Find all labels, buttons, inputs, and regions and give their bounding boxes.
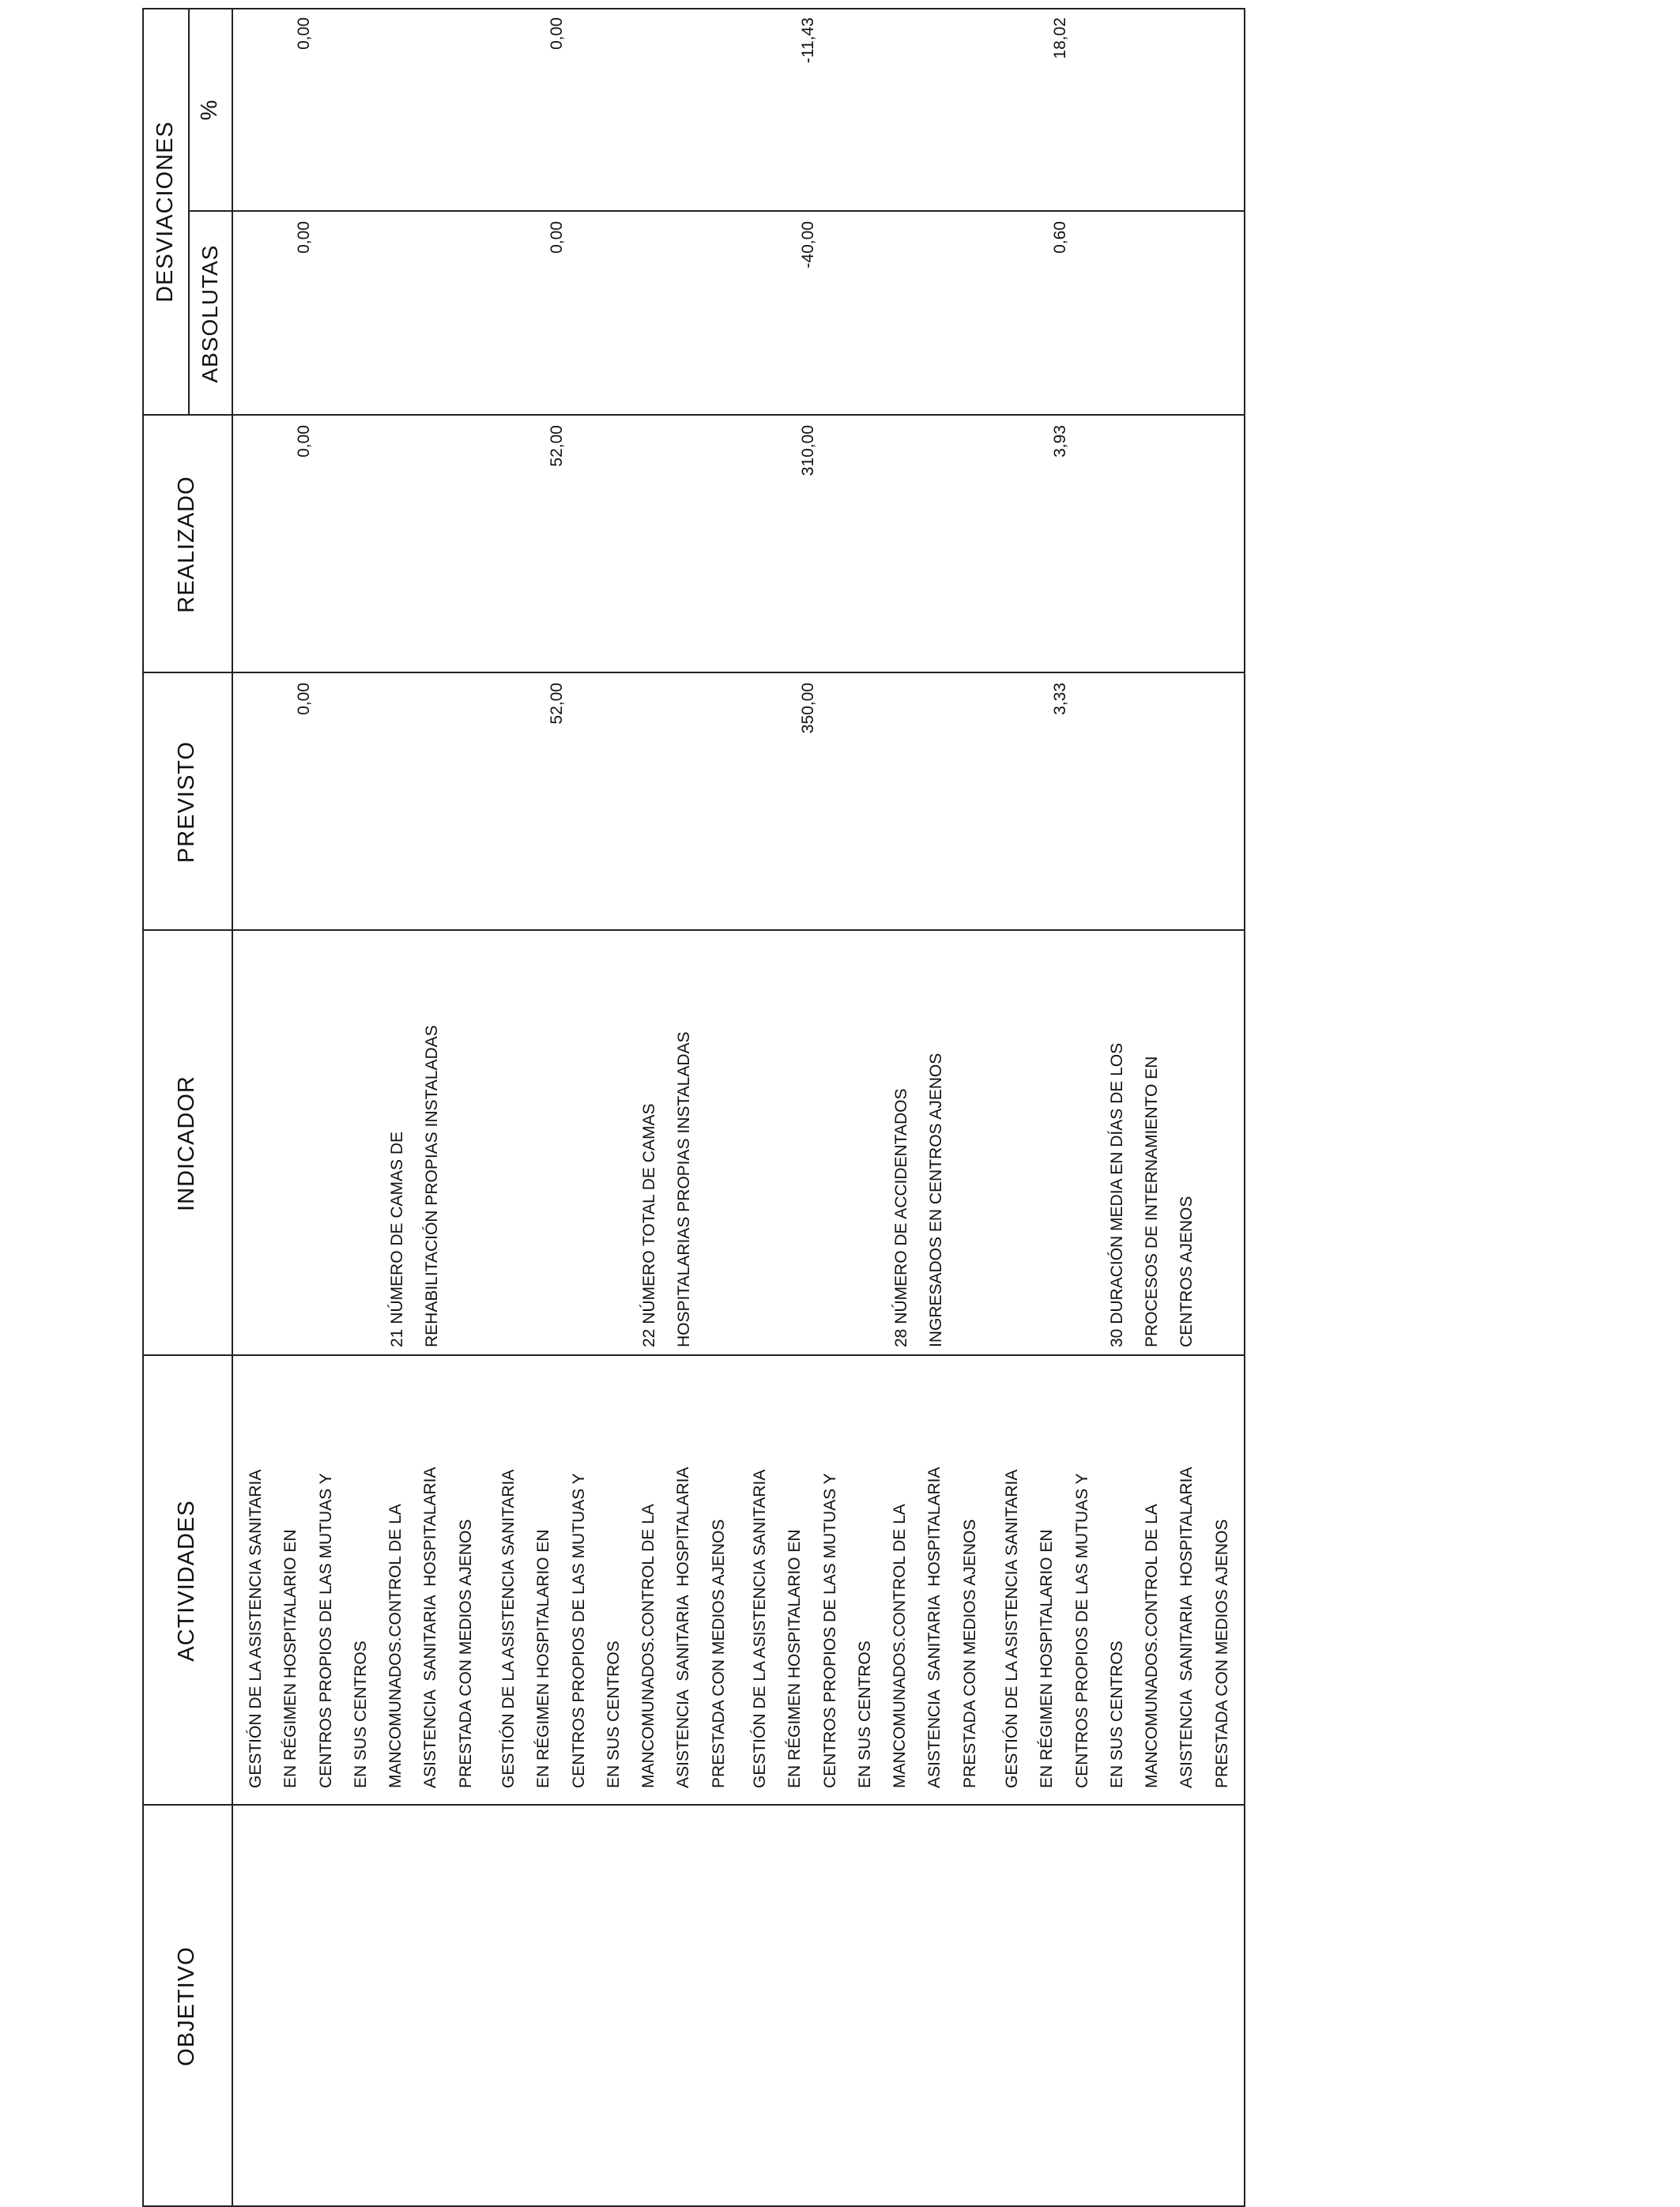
row-4-absolutas: 0,60	[1051, 221, 1069, 254]
rotated-table	[142, 0, 1249, 2207]
row-2-actividades: GESTIÓN DE LA ASISTENCIA SANITARIA EN RÉGIMEN HOSPITALARIO EN CENTROS PROPIOS DE LAS MUTUAS Y EN SUS CENTROS MANCOMUNADOS.CONTROL DE LA ASISTENCIA SANITARIA HOSPITALARIA PRESTADA CON MEDIOS AJENOS	[499, 1467, 728, 1788]
header-desviaciones: DESVIACIONES	[152, 121, 178, 303]
row-4-indicador: 30 DURACIÓN MEDIA EN DÍAS DE LOS PROCESOS DE INTERNAMIENTO EN CENTROS AJENOS	[1108, 1042, 1196, 1347]
row-2-absolutas: 0,00	[548, 221, 566, 254]
row-1-porcentaje: 0,00	[295, 17, 313, 50]
row-2-previsto: 52,00	[548, 683, 566, 725]
row-3-actividades: GESTIÓN DE LA ASISTENCIA SANITARIA EN RÉGIMEN HOSPITALARIO EN CENTROS PROPIOS DE LAS MUTUAS Y EN SUS CENTROS MANCOMUNADOS.CONTROL DE LA ASISTENCIA SANITARIA HOSPITALARIA PRESTADA CON MEDIOS AJENOS	[751, 1467, 979, 1788]
table-border-right	[142, 8, 1245, 9]
row-2-porcentaje: 0,00	[548, 17, 566, 50]
row-1-previsto: 0,00	[295, 683, 313, 715]
header-realizado: REALIZADO	[174, 476, 199, 613]
row-1-actividades: GESTIÓN DE LA ASISTENCIA SANITARIA EN RÉGIMEN HOSPITALARIO EN CENTROS PROPIOS DE LAS MUTUAS Y EN SUS CENTROS MANCOMUNADOS.CONTROL DE LA ASISTENCIA SANITARIA HOSPITALARIA PRESTADA CON MEDIOS AJENOS	[247, 1467, 475, 1788]
row-3-porcentaje: -11,43	[799, 17, 817, 63]
row-3-indicador: 28 NÚMERO DE ACCIDENTADOS INGRESADOS EN CENTROS AJENOS	[892, 1053, 945, 1347]
row-2-indicador: 22 NÚMERO TOTAL DE CAMAS HOSPITALARIAS PROPIAS INSTALADAS	[640, 1031, 693, 1347]
row-3-absolutas: -40,00	[799, 221, 817, 269]
row-4-porcentaje: 18,02	[1051, 17, 1069, 59]
row-3-realizado: 310,00	[799, 425, 817, 476]
row-1-realizado: 0,00	[295, 425, 313, 458]
col-sep-2	[142, 1354, 1245, 1356]
col-sep-1	[142, 1804, 1245, 1806]
row-1-indicador: 21 NÚMERO DE CAMAS DE REHABILITACIÓN PROPIAS INSTALADAS	[388, 1025, 441, 1347]
header-objetivo: OBJETIVO	[174, 1946, 199, 2066]
row-3-previsto: 350,00	[799, 683, 817, 734]
row-4-realizado: 3,93	[1051, 425, 1069, 458]
header-porcentaje: %	[197, 99, 222, 121]
col-sep-6	[188, 210, 1245, 212]
header-previsto: PREVISTO	[174, 740, 199, 864]
header-bottom-line	[232, 8, 233, 2207]
row-2-realizado: 52,00	[548, 425, 566, 467]
header-absolutas: ABSOLUTAS	[197, 244, 222, 383]
row-4-actividades: GESTIÓN DE LA ASISTENCIA SANITARIA EN RÉGIMEN HOSPITALARIO EN CENTROS PROPIOS DE LAS MUTUAS Y EN SUS CENTROS MANCOMUNADOS.CONTROL DE LA ASISTENCIA SANITARIA HOSPITALARIA PRESTADA CON MEDIOS AJENOS	[1003, 1467, 1231, 1788]
row-4-previsto: 3,33	[1051, 683, 1069, 715]
row-1-absolutas: 0,00	[295, 221, 313, 254]
header-actividades: ACTIVIDADES	[174, 1500, 199, 1662]
table-border-bottom	[1244, 8, 1245, 2207]
header-indicador: INDICADOR	[174, 1075, 199, 1211]
